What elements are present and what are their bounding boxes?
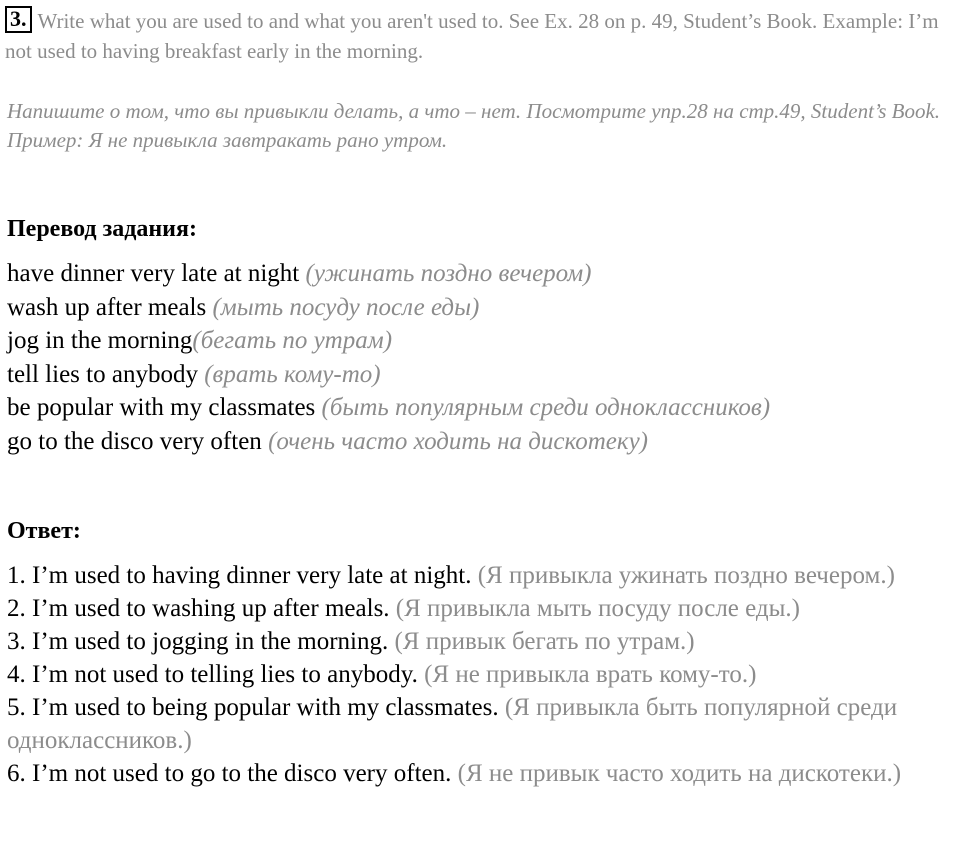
- list-item: [7, 691, 960, 757]
- vocab-ru: (ужинать поздно вечером): [305, 260, 592, 287]
- task-instruction-en: [5, 6, 955, 66]
- list-item: [7, 559, 960, 592]
- answer-en: 4. I’m not used to telling lies to anybody.: [7, 661, 418, 688]
- list-item: [7, 425, 957, 459]
- answer-ru: (Я привык бегать по утрам.): [394, 628, 695, 655]
- vocab-ru: (мыть посуду после еды): [212, 293, 480, 321]
- vocab-ru: (врать кому-то): [204, 360, 381, 388]
- translation-list: [7, 257, 957, 458]
- vocab-en: wash up after meals: [7, 293, 207, 321]
- list-item: [7, 324, 957, 358]
- answer-ru: (Я привыкла ужинать поздно вечером.): [477, 562, 895, 589]
- answer-en: 6. I’m not used to go to the disco very often.: [7, 760, 452, 787]
- answer-en: 2. I’m used to washing up after meals.: [7, 595, 390, 622]
- answer-title: Ответ:: [7, 518, 81, 544]
- answer-en: 1. I’m used to having dinner very late at night.: [7, 562, 472, 589]
- vocab-ru: (бегать по утрам): [192, 327, 393, 354]
- list-item: [7, 257, 957, 291]
- vocab-ru: (очень часто ходить на дискотеку): [268, 427, 648, 455]
- translation-title: Перевод задания:: [7, 216, 197, 242]
- list-item: [7, 757, 960, 790]
- vocab-en: have dinner very late at night: [7, 260, 300, 287]
- list-item: [7, 391, 957, 425]
- list-item: [7, 592, 960, 625]
- answer-list: [7, 559, 960, 790]
- list-item: [7, 291, 957, 325]
- vocab-ru: (быть популярным среди одноклассников): [321, 394, 771, 421]
- answer-ru: (Я привыкла мыть посуду после еды.): [395, 595, 801, 622]
- list-item: [7, 658, 960, 691]
- task-number: 3.: [5, 6, 32, 33]
- task-instruction-en-text: Write what you are used to and what you aren't used to. See Ex. 28 on p. 49, Student’s Book. Example: I’m not used to having breakfast early in the morning.: [5, 9, 939, 63]
- answer-en: 5. I’m used to being popular with my classmates.: [7, 694, 499, 721]
- answer-ru: (Я привыкла быть популярной среди одноклассников.): [7, 694, 898, 754]
- task-instruction-ru: Напишите о том, что вы привыкли делать, а что – нет. Посмотрите упр.28 на стр.49, Student’s Book. Пример: Я не привыкла завтракать рано утром.: [7, 99, 941, 152]
- answer-ru: (Я не привык часто ходить на дискотеки.): [457, 760, 902, 787]
- list-item: [7, 358, 957, 392]
- vocab-en: jog in the morning: [7, 327, 193, 354]
- vocab-en: be popular with my classmates: [7, 394, 316, 421]
- answer-ru: (Я не привыкла врать кому-то.): [424, 661, 757, 688]
- list-item: [7, 625, 960, 658]
- answer-en: 3. I’m used to jogging in the morning.: [7, 628, 389, 655]
- vocab-en: tell lies to anybody: [7, 360, 198, 388]
- vocab-en: go to the disco very often: [7, 427, 262, 455]
